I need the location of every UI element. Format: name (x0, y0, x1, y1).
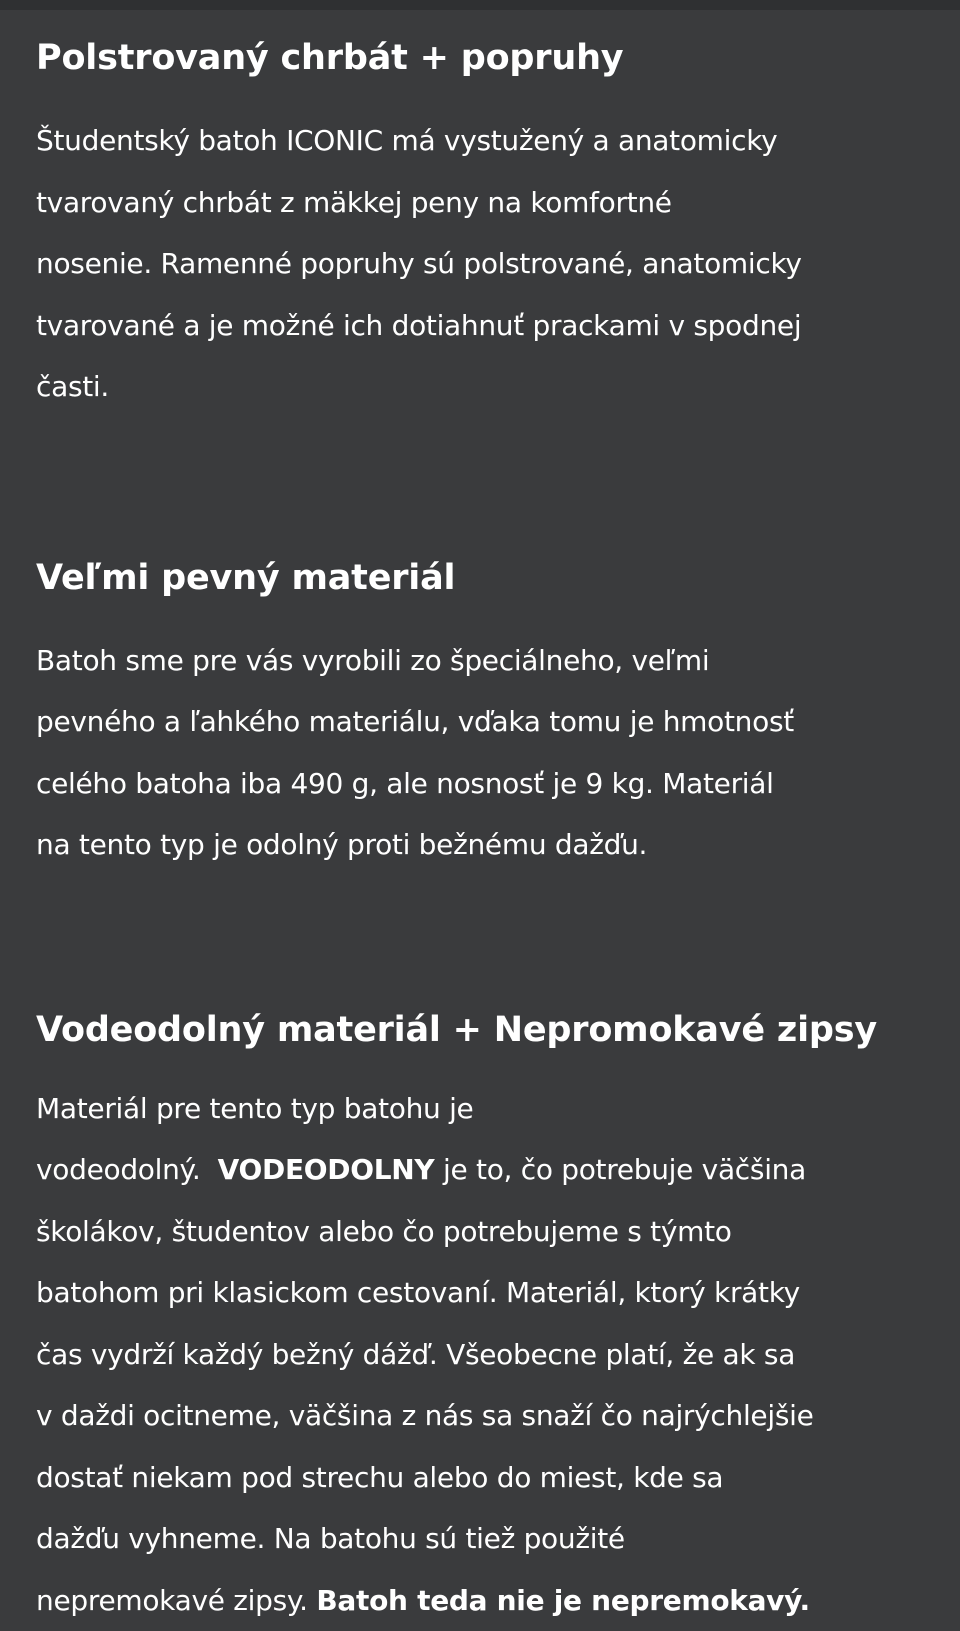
section-title-waterproof: Vodeodolný materiál + Nepromokavé zipsy (36, 1000, 936, 1060)
section-text-padded-back (36, 110, 936, 418)
text-line: v daždi ocitneme, väčšina z nás sa snaží čo najrýchlejšie (36, 1399, 814, 1432)
text-line-bold: Batoh teda nie je nepremokavý. (316, 1584, 809, 1617)
top-bar (0, 0, 960, 10)
section-padded-back (36, 28, 936, 418)
text-line-bold: VODEODOLNY (218, 1153, 435, 1186)
text-line-pre: vodeodolný. (36, 1153, 218, 1186)
product-description (36, 28, 936, 1631)
text-line: Študentský batoh ICONIC má vystužený a anatomicky (36, 124, 777, 157)
text-line: na tento typ je odolný proti bežnému dažďu. (36, 828, 647, 861)
section-strong-material (36, 548, 936, 876)
section-text-strong-material (36, 630, 936, 876)
text-line: pevného a ľahkého materiálu, vďaka tomu je hmotnosť (36, 705, 794, 738)
text-line: Batoh sme pre vás vyrobili zo špeciálneho, veľmi (36, 644, 709, 677)
section-waterproof (36, 1000, 936, 1631)
text-line: dostať niekam pod strechu alebo do miest, kde sa (36, 1461, 723, 1494)
text-line: batohom pri klasickom cestovaní. Materiál, ktorý krátky (36, 1276, 800, 1309)
text-line: školákov, študentov alebo čo potrebujeme s týmto (36, 1215, 732, 1248)
text-line: tvarovaný chrbát z mäkkej peny na komfortné (36, 186, 672, 219)
text-line: tvarované a je možné ich dotiahnuť prackami v spodnej (36, 309, 801, 342)
section-title-strong-material: Veľmi pevný materiál (36, 548, 936, 608)
text-line: nosenie. Ramenné popruhy sú polstrované, anatomicky (36, 247, 802, 280)
text-line-pre: nepremokavé zipsy. (36, 1584, 316, 1617)
text-line: Materiál pre tento typ batohu je (36, 1092, 473, 1125)
text-line: celého batoha iba 490 g, ale nosnosť je 9 kg. Materiál (36, 767, 774, 800)
section-title-padded-back: Polstrovaný chrbát + popruhy (36, 28, 936, 88)
text-line-post: je to, čo potrebuje väčšina (434, 1153, 806, 1186)
text-line: dažďu vyhneme. Na batohu sú tiež použité (36, 1522, 625, 1555)
text-line: čas vydrží každý bežný dážď. Všeobecne platí, že ak sa (36, 1338, 795, 1371)
section-text-waterproof (36, 1078, 936, 1631)
text-line: časti. (36, 370, 109, 403)
